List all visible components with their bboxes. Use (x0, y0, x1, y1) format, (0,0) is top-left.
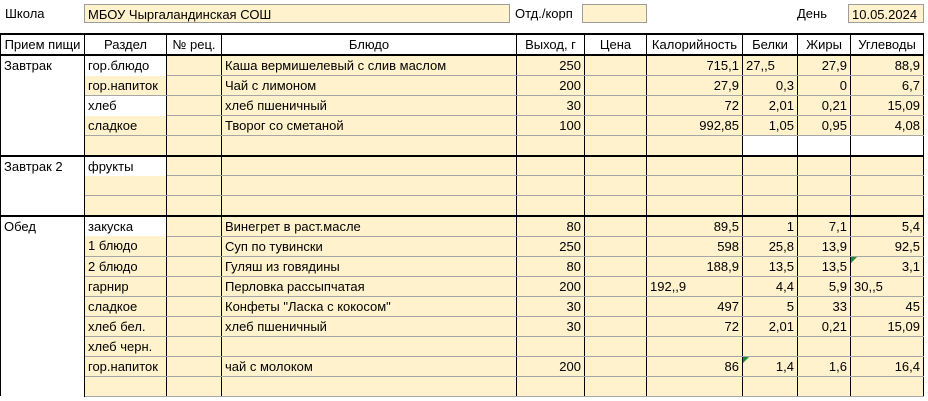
dish-cell[interactable]: Гуляш из говядины (222, 256, 517, 276)
fat-cell[interactable] (798, 376, 851, 396)
protein-cell[interactable]: 25,8 (743, 236, 798, 256)
protein-cell[interactable]: 5 (743, 296, 798, 316)
col-header-section: Раздел (85, 34, 167, 55)
fat-cell[interactable]: 5,9 (798, 276, 851, 296)
calories-cell[interactable] (647, 376, 743, 396)
dish-cell[interactable] (222, 376, 517, 396)
calories-cell[interactable]: 992,85 (647, 116, 743, 136)
meal-cell[interactable] (1, 176, 85, 196)
table-row (1, 216, 924, 237)
section-cell[interactable]: хлеб (85, 96, 167, 116)
section-cell[interactable]: 2 блюдо (85, 256, 167, 276)
recipe-cell[interactable] (167, 176, 222, 196)
dept-label: Отд./корп (515, 6, 573, 21)
menu-table (0, 33, 924, 397)
fat-cell[interactable] (798, 136, 851, 156)
recipe-cell[interactable] (167, 216, 222, 237)
price-cell[interactable] (585, 336, 647, 356)
col-header-carbs: Углеводы (851, 34, 924, 55)
protein-cell[interactable] (743, 196, 798, 216)
recipe-cell[interactable] (167, 256, 222, 276)
calories-cell[interactable] (647, 196, 743, 216)
col-header-meal: Прием пищи (1, 34, 85, 55)
section-cell[interactable]: сладкое (85, 296, 167, 316)
protein-cell[interactable]: 27,,5 (743, 55, 798, 76)
carbs-cell[interactable] (851, 176, 924, 196)
calories-cell[interactable] (647, 176, 743, 196)
table-row (1, 156, 924, 176)
table-row (1, 176, 924, 196)
fat-cell[interactable]: 27,9 (798, 55, 851, 76)
section-cell[interactable]: фрукты (85, 156, 167, 176)
menu-rows (1, 55, 924, 396)
dish-cell[interactable] (222, 336, 517, 356)
protein-cell[interactable] (743, 156, 798, 176)
carbs-cell[interactable]: 16,4 (851, 356, 924, 376)
carbs-cell[interactable]: 30,,5 (851, 276, 924, 296)
price-cell[interactable] (585, 196, 647, 216)
table-row (1, 336, 924, 356)
recipe-cell[interactable] (167, 276, 222, 296)
table-row (1, 316, 924, 336)
protein-cell[interactable]: 1,05 (743, 116, 798, 136)
meal-cell[interactable] (1, 116, 85, 136)
carbs-cell[interactable] (851, 376, 924, 396)
yield-cell[interactable] (517, 176, 585, 196)
calories-cell[interactable] (647, 136, 743, 156)
calories-cell[interactable]: 72 (647, 316, 743, 336)
recipe-cell[interactable] (167, 136, 222, 156)
table-row (1, 55, 924, 76)
section-cell[interactable] (85, 136, 167, 156)
meal-cell[interactable]: Обед (1, 216, 85, 237)
table-row (1, 376, 924, 396)
dish-cell[interactable]: Суп по тувински (222, 236, 517, 256)
price-cell[interactable] (585, 276, 647, 296)
yield-cell[interactable] (517, 336, 585, 356)
dish-cell[interactable]: Каша вермишелевый с слив маслом (222, 55, 517, 76)
carbs-cell[interactable] (851, 196, 924, 216)
yield-cell[interactable]: 30 (517, 96, 585, 116)
price-cell[interactable] (585, 356, 647, 376)
yield-cell[interactable] (517, 376, 585, 396)
yield-cell[interactable]: 250 (517, 55, 585, 76)
dish-cell[interactable]: чай с молоком (222, 356, 517, 376)
fat-cell[interactable]: 7,1 (798, 216, 851, 237)
dish-cell[interactable]: Творог со сметаной (222, 116, 517, 136)
fat-cell[interactable] (798, 336, 851, 356)
protein-cell[interactable] (743, 376, 798, 396)
yield-cell[interactable]: 250 (517, 236, 585, 256)
col-header-calories: Калорийность (647, 34, 743, 55)
dish-cell[interactable] (222, 136, 517, 156)
calories-cell[interactable]: 89,5 (647, 216, 743, 237)
meal-cell[interactable]: Завтрак 2 (1, 156, 85, 176)
calories-cell[interactable]: 497 (647, 296, 743, 316)
calories-cell[interactable] (647, 156, 743, 176)
recipe-cell[interactable] (167, 316, 222, 336)
recipe-cell[interactable] (167, 356, 222, 376)
protein-cell[interactable]: 2,01 (743, 96, 798, 116)
carbs-cell[interactable]: 4,08 (851, 116, 924, 136)
column-header-row (1, 34, 924, 55)
carbs-cell[interactable]: 3,1 (851, 256, 924, 276)
yield-cell[interactable]: 80 (517, 216, 585, 237)
yield-cell[interactable] (517, 156, 585, 176)
dish-cell[interactable]: Перловка рассыпчатая (222, 276, 517, 296)
carbs-cell[interactable]: 5,4 (851, 216, 924, 237)
price-cell[interactable] (585, 256, 647, 276)
fat-cell[interactable]: 0,21 (798, 96, 851, 116)
price-cell[interactable] (585, 376, 647, 396)
recipe-cell[interactable] (167, 116, 222, 136)
recipe-cell[interactable] (167, 96, 222, 116)
yield-cell[interactable]: 200 (517, 356, 585, 376)
price-cell[interactable] (585, 176, 647, 196)
col-header-protein: Белки (743, 34, 798, 55)
meal-cell[interactable] (1, 296, 85, 316)
section-cell[interactable] (85, 376, 167, 396)
table-row (1, 296, 924, 316)
recipe-cell[interactable] (167, 55, 222, 76)
dish-cell[interactable]: Конфеты "Ласка с кокосом" (222, 296, 517, 316)
meal-cell[interactable] (1, 196, 85, 216)
recipe-cell[interactable] (167, 156, 222, 176)
section-cell[interactable]: закуска (85, 216, 167, 237)
section-cell[interactable]: гарнир (85, 276, 167, 296)
protein-cell[interactable]: 2,01 (743, 316, 798, 336)
price-cell[interactable] (585, 76, 647, 96)
section-cell[interactable]: гор.блюдо (85, 55, 167, 76)
carbs-cell[interactable]: 45 (851, 296, 924, 316)
protein-cell[interactable]: 1,4 (743, 356, 798, 376)
yield-cell[interactable]: 200 (517, 276, 585, 296)
table-row (1, 136, 924, 156)
recipe-cell[interactable] (167, 76, 222, 96)
protein-cell[interactable]: 0,3 (743, 76, 798, 96)
day-field[interactable]: 10.05.2024 (848, 4, 924, 23)
fat-cell[interactable] (798, 196, 851, 216)
recipe-cell[interactable] (167, 196, 222, 216)
carbs-cell[interactable]: 15,09 (851, 96, 924, 116)
price-cell[interactable] (585, 156, 647, 176)
price-cell[interactable] (585, 316, 647, 336)
carbs-cell[interactable]: 6,7 (851, 76, 924, 96)
protein-cell[interactable]: 1 (743, 216, 798, 237)
meal-cell[interactable] (1, 356, 85, 376)
dish-cell[interactable] (222, 196, 517, 216)
carbs-cell[interactable] (851, 336, 924, 356)
recipe-cell[interactable] (167, 236, 222, 256)
protein-cell[interactable] (743, 136, 798, 156)
calories-cell[interactable]: 598 (647, 236, 743, 256)
protein-cell[interactable] (743, 336, 798, 356)
price-cell[interactable] (585, 55, 647, 76)
yield-cell[interactable]: 30 (517, 296, 585, 316)
calories-cell[interactable]: 86 (647, 356, 743, 376)
dish-cell[interactable]: хлеб пшеничный (222, 316, 517, 336)
price-cell[interactable] (585, 116, 647, 136)
dish-cell[interactable]: хлеб пшеничный (222, 96, 517, 116)
meal-cell[interactable]: Завтрак (1, 55, 85, 76)
dish-cell[interactable]: Чай с лимоном (222, 76, 517, 96)
yield-cell[interactable] (517, 196, 585, 216)
dish-cell[interactable] (222, 176, 517, 196)
yield-cell[interactable]: 200 (517, 76, 585, 96)
meal-cell[interactable] (1, 136, 85, 156)
section-cell[interactable]: сладкое (85, 116, 167, 136)
fat-cell[interactable]: 13,9 (798, 236, 851, 256)
col-header-price: Цена (585, 34, 647, 55)
fat-cell[interactable]: 33 (798, 296, 851, 316)
table-row (1, 196, 924, 216)
price-cell[interactable] (585, 136, 647, 156)
table-row (1, 116, 924, 136)
school-field[interactable]: МБОУ Чыргаландинская СОШ (84, 4, 510, 23)
meal-cell[interactable] (1, 76, 85, 96)
carbs-cell[interactable] (851, 156, 924, 176)
day-label: День (797, 6, 827, 21)
table-row (1, 356, 924, 376)
fat-cell[interactable] (798, 176, 851, 196)
yield-cell[interactable]: 30 (517, 316, 585, 336)
col-header-recipe: № рец. (167, 34, 222, 55)
table-row (1, 236, 924, 256)
calories-cell[interactable]: 27,9 (647, 76, 743, 96)
fat-cell[interactable]: 1,6 (798, 356, 851, 376)
meal-cell[interactable] (1, 316, 85, 336)
yield-cell[interactable]: 100 (517, 116, 585, 136)
price-cell[interactable] (585, 296, 647, 316)
price-cell[interactable] (585, 96, 647, 116)
section-cell[interactable] (85, 176, 167, 196)
meal-cell[interactable] (1, 376, 85, 396)
carbs-cell[interactable]: 88,9 (851, 55, 924, 76)
dish-cell[interactable] (222, 156, 517, 176)
table-row (1, 76, 924, 96)
meal-cell[interactable] (1, 236, 85, 256)
meal-cell[interactable] (1, 96, 85, 116)
dept-field[interactable] (582, 4, 647, 23)
protein-cell[interactable]: 4,4 (743, 276, 798, 296)
dish-cell[interactable]: Винегрет в раст.масле (222, 216, 517, 237)
protein-cell[interactable] (743, 176, 798, 196)
col-header-fat: Жиры (798, 34, 851, 55)
meal-cell[interactable] (1, 276, 85, 296)
protein-cell[interactable]: 13,5 (743, 256, 798, 276)
section-cell[interactable]: 1 блюдо (85, 236, 167, 256)
recipe-cell[interactable] (167, 336, 222, 356)
col-header-yield: Выход, г (517, 34, 585, 55)
school-label: Школа (5, 6, 45, 21)
section-cell[interactable]: хлеб черн. (85, 336, 167, 356)
price-cell[interactable] (585, 216, 647, 237)
fat-cell[interactable]: 0 (798, 76, 851, 96)
table-row (1, 256, 924, 276)
carbs-cell[interactable]: 15,09 (851, 316, 924, 336)
price-cell[interactable] (585, 236, 647, 256)
fat-cell[interactable]: 0,21 (798, 316, 851, 336)
fat-cell[interactable]: 0,95 (798, 116, 851, 136)
section-cell[interactable]: гор.напиток (85, 76, 167, 96)
sheet-header (0, 0, 928, 30)
carbs-cell[interactable] (851, 136, 924, 156)
calories-cell[interactable]: 188,9 (647, 256, 743, 276)
carbs-cell[interactable]: 92,5 (851, 236, 924, 256)
yield-cell[interactable] (517, 136, 585, 156)
fat-cell[interactable] (798, 156, 851, 176)
meal-cell[interactable] (1, 336, 85, 356)
col-header-dish: Блюдо (222, 34, 517, 55)
calories-cell[interactable] (647, 336, 743, 356)
calories-cell[interactable]: 192,,9 (647, 276, 743, 296)
recipe-cell[interactable] (167, 376, 222, 396)
meal-cell[interactable] (1, 256, 85, 276)
calories-cell[interactable]: 72 (647, 96, 743, 116)
calories-cell[interactable]: 715,1 (647, 55, 743, 76)
table-row (1, 96, 924, 116)
fat-cell[interactable]: 13,5 (798, 256, 851, 276)
table-row (1, 276, 924, 296)
section-cell[interactable] (85, 196, 167, 216)
yield-cell[interactable]: 80 (517, 256, 585, 276)
section-cell[interactable]: гор.напиток (85, 356, 167, 376)
recipe-cell[interactable] (167, 296, 222, 316)
section-cell[interactable]: хлеб бел. (85, 316, 167, 336)
